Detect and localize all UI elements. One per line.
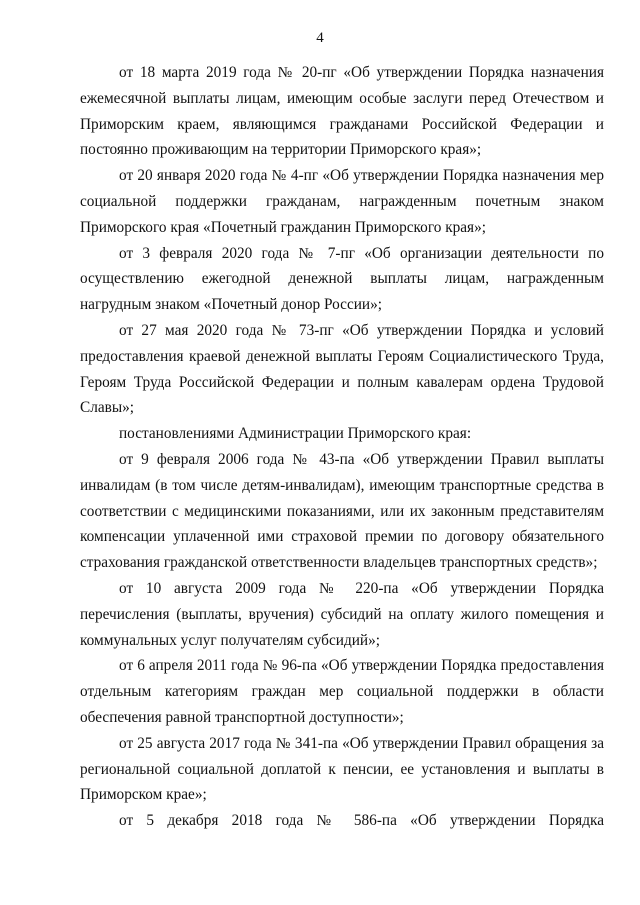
paragraph-resolution-586-pa: от 5 декабря 2018 года № 586-па «Об утверждении Порядка	[119, 812, 604, 830]
paragraph-resolution-220-pa: от 10 августа 2009 года № 220-па «Об утверждении Порядка перечисления (выплаты, вручения) субсидий на оплату жилого помещения и коммунальных услуг получателям субсидий»;	[80, 579, 604, 649]
page-number: 4	[316, 30, 324, 46]
paragraph-decree-20-pg: от 18 марта 2019 года № 20-пг «Об утверждении Порядка назначения ежемесячной выплаты лицам, имеющим особые заслуги перед Отечеством и Приморским краем, являющимся гражданами Российской Федерации и постоянно проживающим на территории Приморского края»;	[80, 64, 604, 159]
paragraph-decree-7-pg: от 3 февраля 2020 года № 7-пг «Об организации деятельности по осуществлению ежегодной денежной выплаты лицам, награжденным нагрудным знаком «Почетный донор России»;	[80, 244, 604, 314]
paragraph-decree-4-pg: от 20 января 2020 года № 4-пг «Об утверждении Порядка назначения мер социальной поддержки гражданам, награжденным почетным знаком Приморского края «Почетный гражданин Приморского края»;	[80, 167, 604, 236]
document-body	[80, 60, 604, 834]
paragraph-administration-resolutions: постановлениями Администрации Приморского края:	[119, 425, 472, 443]
paragraph-resolution-96-pa: от 6 апреля 2011 года № 96-па «Об утверждении Порядка предоставления отдельным категориям граждан мер социальной поддержки в области обеспечения равной транспортной доступности»;	[80, 657, 604, 726]
paragraph-resolution-43-pa: от 9 февраля 2006 года № 43-па «Об утверждении Правил выплаты инвалидам (в том числе детям-инвалидам), имеющим транспортные средства в соответствии с медицинскими показаниями, или их законным представителям компенсации уплаченной ими страховой премии по договору обязательного страхования гражданской ответственности владельцев транспортных средств»;	[80, 450, 604, 572]
paragraph-decree-73-pg: от 27 мая 2020 года № 73-пг «Об утверждении Порядка и условий предоставления краевой денежной выплаты Героям Социалистического Труда, Героям Труда Российской Федерации и полным кавалерам ордена Трудовой Славы»;	[80, 321, 604, 417]
paragraph-resolution-341-pa: от 25 августа 2017 года № 341-па «Об утверждении Правил обращения за региональной социальной доплатой к пенсии, ее установления и выплаты в Приморском крае»;	[80, 734, 604, 804]
